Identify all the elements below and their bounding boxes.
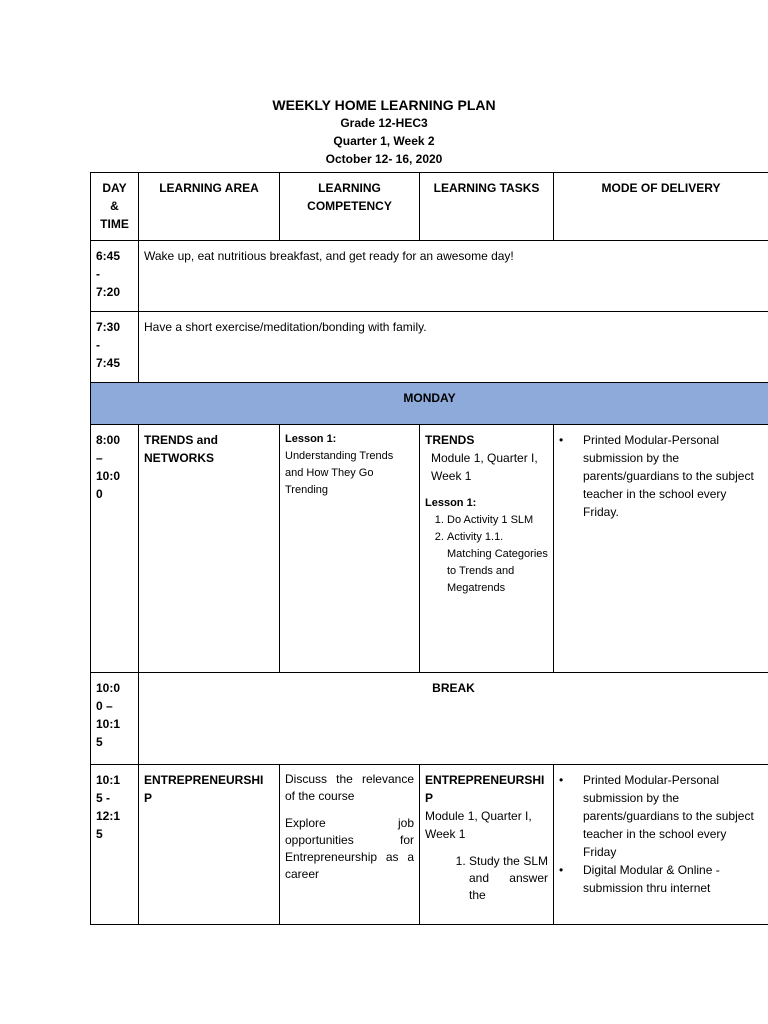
list-item: • Printed Modular-Personal submission by the parents/guardians to the subject teacher in the school every Friday. xyxy=(559,431,763,521)
routine-time xyxy=(91,312,139,383)
time-line: 0 – xyxy=(96,699,113,713)
day-banner-row xyxy=(91,383,768,425)
list-item: • Printed Modular-Personal submission by the parents/guardians to the subject teacher in the school every Friday xyxy=(559,771,763,861)
grade-section: Grade 12-HEC3 xyxy=(340,116,428,130)
session-row-entrepreneurship xyxy=(91,765,768,925)
list-item: 1. Study the SLM and answer the xyxy=(469,853,548,904)
session-time xyxy=(91,425,139,673)
competency-text: Explore job opportunities for Entrepreneurship as a career xyxy=(285,816,414,881)
time-line: 5 - xyxy=(96,791,111,805)
list-item: 1. Do Activity 1 SLM xyxy=(447,512,548,529)
competency-cell xyxy=(280,425,420,673)
header-learning-tasks: LEARNING TASKS xyxy=(420,173,554,241)
plan-title: WEEKLY HOME LEARNING PLAN xyxy=(272,97,496,113)
routine-time xyxy=(91,241,139,312)
header-day-time xyxy=(91,173,139,241)
time-line: 5 xyxy=(96,827,103,841)
header-day-line: DAY xyxy=(102,181,127,195)
day-label: MONDAY xyxy=(91,383,768,425)
task-subject: TRENDS xyxy=(425,433,475,447)
routine-activity: Have a short exercise/meditation/bonding with family. xyxy=(139,312,768,383)
date-range: October 12- 16, 2020 xyxy=(325,152,443,166)
time-line: 7:20 xyxy=(96,285,121,299)
time-line: 5 xyxy=(96,735,103,749)
time-line: 7:45 xyxy=(96,356,121,370)
competency-text: Understanding Trends and How They Go Trending xyxy=(285,450,394,496)
list-item: • Digital Modular & Online -submission thru internet xyxy=(559,861,763,897)
delivery-cell xyxy=(554,425,768,673)
time-line: 8:00 xyxy=(96,433,121,447)
time-line: 10:1 xyxy=(96,717,121,731)
break-row xyxy=(91,673,768,765)
header-learning-competency xyxy=(280,173,420,241)
task-module: Module 1, Quarter I, Week 1 xyxy=(431,451,538,483)
header-competency-line-1: LEARNING xyxy=(318,181,381,195)
delivery-list xyxy=(559,431,763,521)
time-line: - xyxy=(96,267,100,281)
delivery-cell xyxy=(554,765,768,925)
table-header-row xyxy=(91,173,768,241)
learning-area-cell: ENTREPRENEURSHI P xyxy=(139,765,280,925)
header-mode-of-delivery: MODE OF DELIVERY xyxy=(554,173,768,241)
time-line: – xyxy=(96,451,103,465)
task-list xyxy=(425,853,548,904)
header-time-line: TIME xyxy=(100,217,129,231)
competency-lesson-title: Lesson 1: xyxy=(285,433,337,445)
time-line: - xyxy=(96,338,100,352)
break-time xyxy=(91,673,139,765)
routine-row xyxy=(91,241,768,312)
time-line: 6:45 xyxy=(96,249,121,263)
header-learning-area: LEARNING AREA xyxy=(139,173,280,241)
session-row-trends xyxy=(91,425,768,673)
time-line: 10:0 xyxy=(96,469,121,483)
learning-plan-table xyxy=(90,172,768,925)
header-competency-line-2: COMPETENCY xyxy=(307,199,392,213)
routine-activity: Wake up, eat nutritious breakfast, and get ready for an awesome day! xyxy=(139,241,768,312)
delivery-list xyxy=(559,771,763,897)
competency-cell xyxy=(280,765,420,925)
learning-area-cell: TRENDS and NETWORKS xyxy=(139,425,280,673)
time-line: 12:1 xyxy=(96,809,121,823)
task-lesson-title: Lesson 1: xyxy=(425,497,477,509)
task-module: Module 1, Quarter I, Week 1 xyxy=(425,809,532,841)
time-line: 10:0 xyxy=(96,681,121,695)
list-item: 2. Activity 1.1. Matching Categories to Trends and Megatrends xyxy=(447,529,548,597)
competency-text: Discuss the relevance of the course xyxy=(285,772,414,803)
time-line: 0 xyxy=(96,487,103,501)
quarter-week: Quarter 1, Week 2 xyxy=(333,134,435,148)
task-list xyxy=(425,512,548,597)
task-subject: ENTREPRENEURSHI P xyxy=(425,773,545,805)
tasks-cell xyxy=(420,765,554,925)
plan-header xyxy=(0,96,768,168)
session-time xyxy=(91,765,139,925)
tasks-cell xyxy=(420,425,554,673)
routine-row xyxy=(91,312,768,383)
break-label: BREAK xyxy=(139,673,768,765)
time-line: 7:30 xyxy=(96,320,121,334)
header-amp-line: & xyxy=(110,199,119,213)
time-line: 10:1 xyxy=(96,773,121,787)
